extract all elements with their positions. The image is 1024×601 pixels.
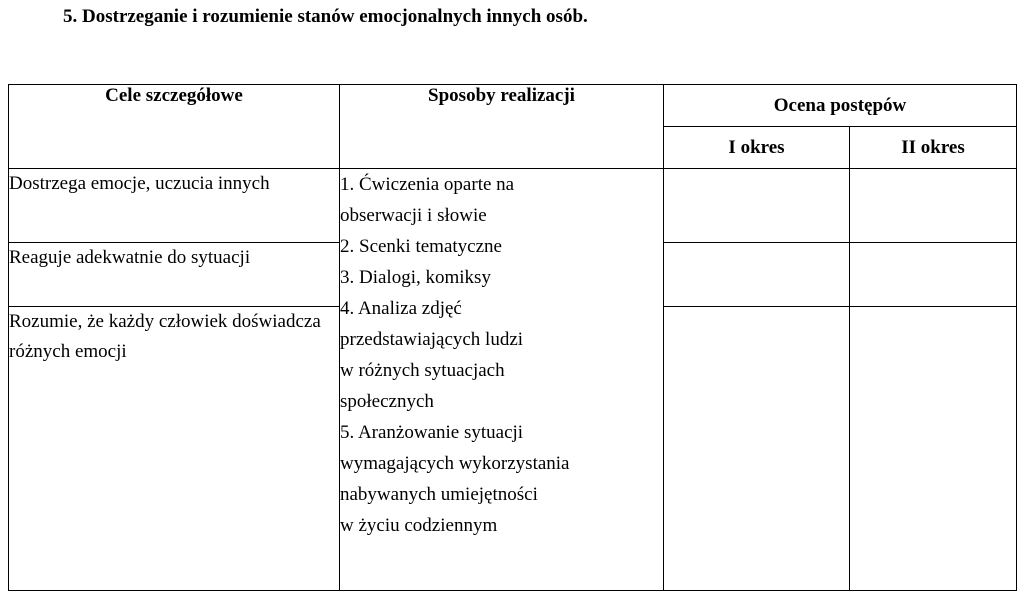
- grade-cell-period-2[interactable]: [850, 243, 1017, 307]
- header-goals: Cele szczegółowe: [9, 85, 340, 169]
- section-heading: 5. Dostrzeganie i rozumienie stanów emocjonalnych innych osób.: [63, 6, 588, 27]
- method-line: przedstawiających ludzi: [340, 329, 524, 350]
- methods-cell: [340, 169, 664, 591]
- method-line: obserwacji i słowie: [340, 205, 487, 226]
- method-line: w życiu codziennym: [340, 515, 498, 536]
- header-row: [9, 85, 1017, 127]
- table-row: [9, 169, 1017, 243]
- grade-cell-period-2[interactable]: [850, 307, 1017, 591]
- grade-cell-period-1[interactable]: [664, 169, 850, 243]
- method-line: 4. Analiza zdjęć: [340, 298, 462, 319]
- grade-cell-period-2[interactable]: [850, 169, 1017, 243]
- grade-cell-period-1[interactable]: [664, 243, 850, 307]
- header-period-1: I okres: [664, 127, 850, 169]
- method-line: 1. Ćwiczenia oparte na: [340, 174, 515, 195]
- header-period-2: II okres: [850, 127, 1017, 169]
- grade-cell-period-1[interactable]: [664, 307, 850, 591]
- header-methods: Sposoby realizacji: [340, 85, 664, 169]
- method-line: 2. Scenki tematyczne: [340, 236, 502, 257]
- goal-cell: Dostrzega emocje, uczucia innych: [9, 169, 340, 243]
- progress-table: [8, 84, 1017, 591]
- method-line: wymagających wykorzystania: [340, 453, 570, 474]
- method-line: społecznych: [340, 391, 434, 412]
- goal-cell: Rozumie, że każdy człowiek doświadcza różnych emocji: [9, 307, 340, 591]
- header-assessment: Ocena postępów: [664, 85, 1017, 127]
- method-line: 5. Aranżowanie sytuacji: [340, 422, 524, 443]
- goal-cell: Reaguje adekwatnie do sytuacji: [9, 243, 340, 307]
- method-line: nabywanych umiejętności: [340, 484, 538, 505]
- method-line: w różnych sytuacjach: [340, 360, 505, 381]
- method-line: 3. Dialogi, komiksy: [340, 267, 491, 288]
